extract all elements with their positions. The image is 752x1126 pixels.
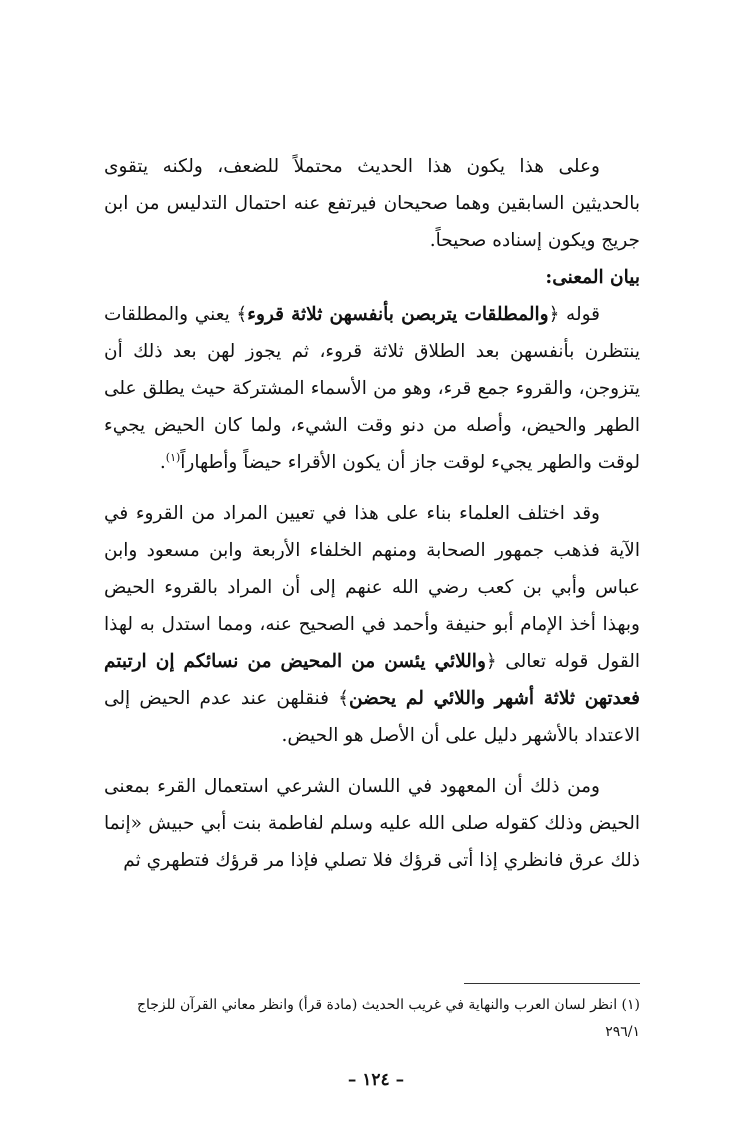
body-text <box>104 148 640 879</box>
paragraph-usage <box>104 768 640 879</box>
quran-quote: والمطلقات يتربصن بأنفسهن ثلاثة قروء <box>247 304 549 325</box>
footnote-line: ٢٩٦/١ <box>605 1024 640 1040</box>
paragraph-text: وقد اختلف العلماء بناء على هذا في تعيين المراد من القروء في الآية فذهب جمهور الصحابة ومنهم الخلفاء الأربعة وابن مسعود وابن عباس وأبي بن كعب رضي الله عنهم إلى أن المراد بالقروء الحيض وبهذا أخذ الإمام أبو حنيفة وأحمد في الصحيح عنه، ومما استدل به لهذا القول قوله تعالى ﴿ <box>104 503 640 672</box>
footnote-line: (١) انظر لسان العرب والنهاية في غريب الحديث (مادة قرأ) وانظر معاني القرآن للزجاج <box>136 997 640 1013</box>
paragraph-text: ومن ذلك أن المعهود في اللسان الشرعي استعمال القرء بمعنى الحيض وذلك كقوله صلى الله عليه وسلم لفاطمة بنت أبي حبيش «إنما ذلك عرق فانظري إذا أتى قرؤك فلا تصلي فإذا مر قرؤك فتطهري ثم <box>104 776 640 871</box>
paragraph-scholars <box>104 495 640 754</box>
quran-quote: واللائي يئسن من المحيض من نسائكم إن ارتبتم فعدتهن ثلاثة أشهر واللائي لم يحضن <box>104 651 640 709</box>
paragraph-text-lead: قوله ﴿ <box>548 304 600 325</box>
paragraph-hadith-grading <box>104 148 640 259</box>
footnote-divider <box>464 983 640 984</box>
paragraph-meaning <box>104 296 640 481</box>
footnote-reference: (١) <box>165 450 181 464</box>
paragraph-text-cont: ﴾ فنقلهن عند عدم الحيض إلى الاعتداد بالأشهر دليل على أن الأصل هو الحيض. <box>104 688 640 746</box>
footnote <box>104 992 640 1046</box>
paragraph-end: . <box>159 452 166 473</box>
section-heading: بيان المعنى: <box>545 267 640 288</box>
paragraph-text: ﴾ يعني والمطلقات ينتظرن بأنفسهن بعد الطلاق ثلاثة قروء، ثم يجوز لهن بعد ذلك أن يتزوجن، والقروء جمع قرء، وهو من الأسماء المشتركة حيث يطلق على الطهر والحيض، وأصله من دنو وقت الشيء، ولما كان الحيض يجيء لوقت والطهر يجيء لوقت جاز أن يكون الأقراء حيضاً وأطهاراً <box>104 304 640 473</box>
page-number: – ١٢٤ – <box>347 1070 405 1090</box>
paragraph-text: وعلى هذا يكون هذا الحديث محتملاً للضعف، ولكنه يتقوى بالحديثين السابقين وهما صحيحان فيرتفع عنه احتمال التدليس من ابن جريج ويكون إسناده صحيحاً. <box>104 156 640 251</box>
